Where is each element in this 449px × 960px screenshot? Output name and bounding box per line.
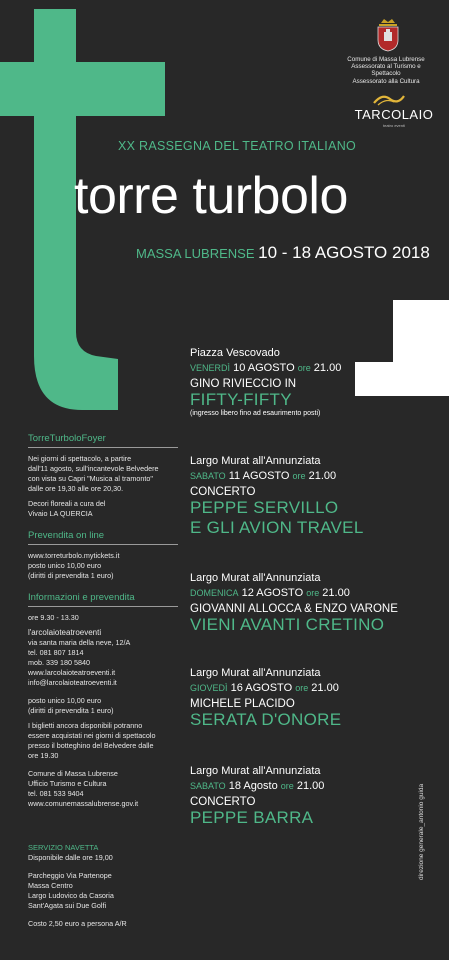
event-day: GIOVEDÌ [190,683,228,693]
foyer-text: Nei giorni di spettacolo, a partire [28,454,132,463]
navetta-cost: Costo 2,50 euro a persona A/R [28,919,127,928]
event-date: 12 AGOSTO [241,587,304,599]
comune-contact: tel. 081 533 9404 [28,789,84,798]
event-show: SERATA D'ONORE [190,710,342,729]
comune-text [336,56,436,85]
foyer-section [28,433,178,519]
info-email-link[interactable]: info@larcolaioteatroeventi.it [28,678,117,687]
info-price: posto unico 10,00 euro [28,696,102,705]
comune-contact: Comune di Massa Lubrense [28,769,118,778]
event-artist: GINO RIVIECCIO IN [190,378,297,390]
event-artist: MICHELE PLACIDO [190,698,295,710]
event-1 [190,347,440,417]
rassegna-heading: XX RASSEGNA DEL TEATRO ITALIANO [118,139,357,153]
event-show: PEPPE SERVILLO [190,498,339,517]
event-show: VIENI AVANTI CRETINO [190,615,385,634]
event-ore: ore [306,588,320,598]
divider [28,544,178,545]
foyer-text: dall'11 agosto, sull'incantevole Belvedere [28,464,159,473]
biglietti-text: I biglietti ancora disponibili potranno [28,721,143,730]
event-time: 21.00 [322,587,350,599]
event-3 [190,572,440,635]
info-heading: Informazioni e prevendita [28,592,135,603]
event-date: 10 AGOSTO [233,362,295,374]
biglietti-text: ore 19.30 [28,751,59,760]
event-location: Largo Murat all'Annunziata [190,572,321,584]
biglietti-text: presso il botteghino del Belvedere dalle [28,741,154,750]
event-date: 11 AGOSTO [228,470,290,482]
event-when [190,780,440,792]
decori-text: Vivaio LA QUERCIA [28,509,93,518]
event-date: 16 AGOSTO [230,682,293,694]
event-time: 21.00 [311,682,339,694]
foyer-text: dalle ore 19,30 alle ore 20,30. [28,484,124,493]
event-ore: ore [292,471,306,481]
prevendita-text: posto unico 10,00 euro [28,561,102,570]
biglietti-text: essere acquistati nei giorni di spettacolo [28,731,156,740]
credit-text: direzione generale_antonio guida [418,783,425,880]
page-title: torre turbolo [74,167,348,225]
navetta-availability: Disponibile dalle ore 19,00 [28,853,113,862]
info-text: l'arcolaioteatroeventi [28,628,102,637]
event-location: Largo Murat all'Annunziata [190,455,321,467]
navetta-stop: Sant'Agata sui Due Golfi [28,901,107,910]
navetta-heading: SERVIZIO NAVETTA [28,843,99,852]
comune-website-link[interactable]: www.comunemassalubrense.gov.it [28,799,139,808]
decori-text: Decori floreali a cura del [28,499,106,508]
event-4 [190,667,440,730]
event-date: 18 Agosto [228,780,278,792]
comune-line: Assessorato alla Cultura [352,77,420,85]
event-when [190,362,440,374]
event-when [190,682,440,694]
event-note: (ingresso libero fino ad esaurimento posti) [190,410,321,417]
arcolaio-logo-icon [372,93,406,107]
event-location: Largo Murat all'Annunziata [190,765,321,777]
divider [28,447,178,448]
navetta-section [28,843,178,929]
event-when [190,587,440,599]
info-price: (diritti di prevendita 1 euro) [28,706,114,715]
event-show: FIFTY-FIFTY [190,390,292,409]
info-section [28,592,178,809]
navetta-stop: Largo Ludovico da Casoria [28,891,114,900]
event-time: 21.00 [313,362,342,374]
event-2 [190,455,440,538]
event-location: Piazza Vescovado [190,347,280,359]
date-range: 10 - 18 AGOSTO 2018 [258,243,430,262]
event-artist: CONCERTO [190,796,256,808]
event-day: DOMENICA [190,588,239,598]
event-when [190,470,440,482]
comune-line: Assessorato al Turismo e Spettacolo [351,63,421,78]
coat-of-arms-icon [375,18,401,52]
info-hours: ore 9.30 - 13.30 [28,613,79,622]
event-show-line2: E GLI AVION TRAVEL [190,518,364,537]
prevendita-heading: Prevendita on line [28,530,105,541]
divider [28,606,178,607]
navetta-stop: Parcheggio Via Partenope [28,871,112,880]
comune-line: Comune di Massa Lubrense [347,56,425,63]
foyer-text: con vista su Capri "Musica al tramonto" [28,474,153,483]
info-text: via santa maria della neve, 12/A [28,638,131,647]
event-show: PEPPE BARRA [190,808,314,827]
place-name: MASSA LUBRENSE [136,246,255,261]
prevendita-section [28,530,178,581]
navetta-stop: Massa Centro [28,881,73,890]
event-location: Largo Murat all'Annunziata [190,667,321,679]
event-day: VENERDÌ [190,363,231,373]
festival-dates [136,243,430,263]
event-time: 21.00 [296,780,325,792]
info-website-link[interactable]: www.larcolaioteatroeventi.it [28,668,116,677]
prevendita-text: (diritti di prevendita 1 euro) [28,571,114,580]
event-5 [190,765,440,828]
prevendita-link[interactable]: www.torreturbolo.mytickets.it [28,551,120,560]
info-phone: tel. 081 807 1814 [28,648,84,657]
event-time: 21.00 [308,470,337,482]
event-artist: CONCERTO [190,486,256,498]
arcolaio-subtitle: teatro eventi [382,123,405,128]
event-artist: GIOVANNI ALLOCCA & ENZO VARONE [190,603,398,615]
foyer-heading: TorreTurboloFoyer [28,433,106,444]
event-day: SABATO [190,781,226,791]
event-ore: ore [280,781,294,791]
arcolaio-name: TARCOLAIO [354,107,434,122]
info-mobile: mob. 339 180 5840 [28,658,90,667]
event-ore: ore [295,683,309,693]
event-day: SABATO [190,471,226,481]
comune-contact: Ufficio Turismo e Cultura [28,779,107,788]
event-ore: ore [297,363,311,373]
